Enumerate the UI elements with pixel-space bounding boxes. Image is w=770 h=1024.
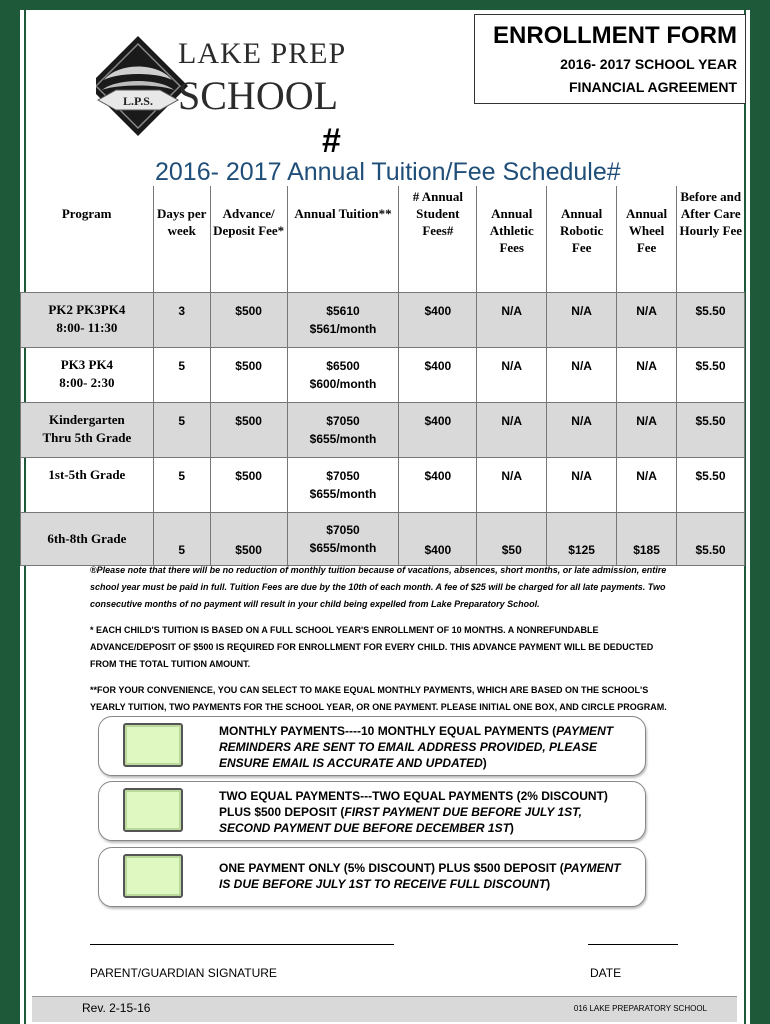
table-row xyxy=(21,402,745,457)
option-text: ONE PAYMENT ONLY (5% DISCOUNT) PLUS $500 DEPOSIT (PAYMENT IS DUE BEFORE JULY 1ST TO RECEIVE FULL DISCOUNT) xyxy=(219,861,621,891)
hash-mark: # xyxy=(322,122,341,160)
wheel-cell: $185 xyxy=(617,512,677,565)
program-cell: 6th-8th Grade xyxy=(21,512,154,565)
deposit-cell: $500 xyxy=(210,347,287,402)
student-fees-cell: $400 xyxy=(399,292,477,347)
student-fees-cell: $400 xyxy=(399,402,477,457)
page-border-top xyxy=(0,0,770,10)
header-robotic: Annual Robotic Fee xyxy=(547,186,617,292)
payment-option-monthly xyxy=(98,716,646,776)
header-days: Days per week xyxy=(153,186,210,292)
tuition-note: ®Please note that there will be no reduction of monthly tuition because of vacations, absences, short months, or late admission, entire school year must be paid in full. Tuition Fees are due by the 10th of each month. A fee of $25 will be charged for all late payments. Two consecutive months of no payment will result in your child being expelled from Lake Preparatory School. xyxy=(90,565,667,609)
athletic-cell: N/A xyxy=(477,292,547,347)
deposit-cell: $500 xyxy=(210,512,287,565)
athletic-cell: N/A xyxy=(477,457,547,512)
option-text: TWO EQUAL PAYMENTS---TWO EQUAL PAYMENTS (2% DISCOUNT) PLUS $500 DEPOSIT (FIRST PAYMENT DUE BEFORE JULY 1ST, SECOND PAYMENT DUE BEFORE DECEMBER 1ST) xyxy=(219,789,608,835)
table-header-row xyxy=(21,186,745,292)
student-fees-cell: $400 xyxy=(399,347,477,402)
header-deposit: Advance/ Deposit Fee* xyxy=(210,186,287,292)
option-text: MONTHLY PAYMENTS----10 MONTHLY EQUAL PAYMENTS (PAYMENT REMINDERS ARE SENT TO EMAIL ADDRESS PROVIDED, PLEASE ENSURE EMAIL IS ACCURATE AND UPDATED) xyxy=(219,724,614,770)
signature-label: PARENT/GUARDIAN SIGNATURE xyxy=(90,966,277,980)
robotic-cell: N/A xyxy=(547,457,617,512)
header-box xyxy=(474,14,746,104)
deposit-cell: $500 xyxy=(210,292,287,347)
deposit-note: * EACH CHILD'S TUITION IS BASED ON A FULL SCHOOL YEAR'S ENROLLMENT OF 10 MONTHS. A NONREFUNDABLE ADVANCE/DEPOSIT OF $500 IS REQUIRED FOR ENROLLMENT FOR EVERY CHILD. THIS ADVANCE PAYMENT WILL BE DEDUCTED FROM THE TOTAL TUITION AMOUNT. xyxy=(90,625,654,669)
tuition-cell: $5610 $561/month xyxy=(287,292,399,347)
footer xyxy=(32,996,737,1022)
tuition-cell: $7050 $655/month xyxy=(287,402,399,457)
deposit-cell: $500 xyxy=(210,402,287,457)
days-cell: 5 xyxy=(153,347,210,402)
payment-option-one xyxy=(98,847,646,907)
student-fees-cell: $400 xyxy=(399,457,477,512)
program-cell: Kindergarten Thru 5th Grade xyxy=(21,402,154,457)
tuition-cell: $7050 $655/month xyxy=(287,457,399,512)
revision-text: Rev. 2-15-16 xyxy=(82,1001,151,1015)
athletic-cell: N/A xyxy=(477,347,547,402)
table-row xyxy=(21,457,745,512)
page-border-right xyxy=(750,0,770,1024)
school-name-line1: LAKE PREP xyxy=(178,37,347,70)
days-cell: 5 xyxy=(153,457,210,512)
hourly-cell: $5.50 xyxy=(677,292,745,347)
payment-options-note: **FOR YOUR CONVENIENCE, YOU CAN SELECT TO MAKE EQUAL MONTHLY PAYMENTS, WHICH ARE BASED ON THE SCHOOL'S YEARLY TUITION, TWO PAYMENTS FOR THE SCHOOL YEAR, OR ONE PAYMENT. PLEASE INITIAL ONE BOX, AND CIRCLE PROGRAM. xyxy=(90,685,667,712)
robotic-cell: N/A xyxy=(547,402,617,457)
date-label: DATE xyxy=(590,966,622,980)
wheel-cell: N/A xyxy=(617,292,677,347)
days-cell: 5 xyxy=(153,512,210,565)
page-border-left xyxy=(0,0,20,1024)
wheel-cell: N/A xyxy=(617,347,677,402)
school-name-line2: SCHOOL xyxy=(178,73,339,118)
initial-box-monthly[interactable] xyxy=(123,723,183,767)
signature-line[interactable] xyxy=(90,944,394,945)
robotic-cell: N/A xyxy=(547,292,617,347)
program-cell: PK2 PK3PK4 8:00- 11:30 xyxy=(21,292,154,347)
header-tuition: Annual Tuition** xyxy=(287,186,399,292)
athletic-cell: N/A xyxy=(477,402,547,457)
table-row xyxy=(21,512,745,565)
fee-schedule-table xyxy=(20,186,745,566)
table-row xyxy=(21,292,745,347)
days-cell: 5 xyxy=(153,402,210,457)
hourly-cell: $5.50 xyxy=(677,347,745,402)
initial-box-two[interactable] xyxy=(123,788,183,832)
date-line[interactable] xyxy=(588,944,678,945)
school-name xyxy=(178,38,346,118)
header-athletic: Annual Athletic Fees xyxy=(477,186,547,292)
hourly-cell: $5.50 xyxy=(677,457,745,512)
robotic-cell: $125 xyxy=(547,512,617,565)
header-student-fees: # Annual Student Fees# xyxy=(399,186,477,292)
hourly-cell: $5.50 xyxy=(677,512,745,565)
svg-text:L.P.S.: L.P.S. xyxy=(123,94,153,108)
tuition-cell: $6500 $600/month xyxy=(287,347,399,402)
athletic-cell: $50 xyxy=(477,512,547,565)
header-hourly: Before and After Care Hourly Fee xyxy=(677,186,745,292)
wheel-cell: N/A xyxy=(617,457,677,512)
program-cell: 1st-5th Grade xyxy=(21,457,154,512)
school-year: 2016- 2017 SCHOOL YEAR xyxy=(560,56,737,72)
table-row xyxy=(21,347,745,402)
robotic-cell: N/A xyxy=(547,347,617,402)
form-subtitle: FINANCIAL AGREEMENT xyxy=(569,79,737,95)
program-cell: PK3 PK4 8:00- 2:30 xyxy=(21,347,154,402)
initial-box-one[interactable] xyxy=(123,854,183,898)
days-cell: 3 xyxy=(153,292,210,347)
form-title: ENROLLMENT FORM xyxy=(493,22,737,49)
payment-option-two xyxy=(98,781,646,841)
tuition-cell: $7050 $655/month xyxy=(287,512,399,565)
header-wheel: Annual Wheel Fee xyxy=(617,186,677,292)
schedule-title: 2016- 2017 Annual Tuition/Fee Schedule# xyxy=(155,158,621,186)
student-fees-cell: $400 xyxy=(399,512,477,565)
deposit-cell: $500 xyxy=(210,457,287,512)
notes-section xyxy=(90,562,680,725)
copyright-text: 016 LAKE PREPARATORY SCHOOL xyxy=(573,1004,707,1013)
wheel-cell: N/A xyxy=(617,402,677,457)
hourly-cell: $5.50 xyxy=(677,402,745,457)
header-program: Program xyxy=(61,206,112,221)
